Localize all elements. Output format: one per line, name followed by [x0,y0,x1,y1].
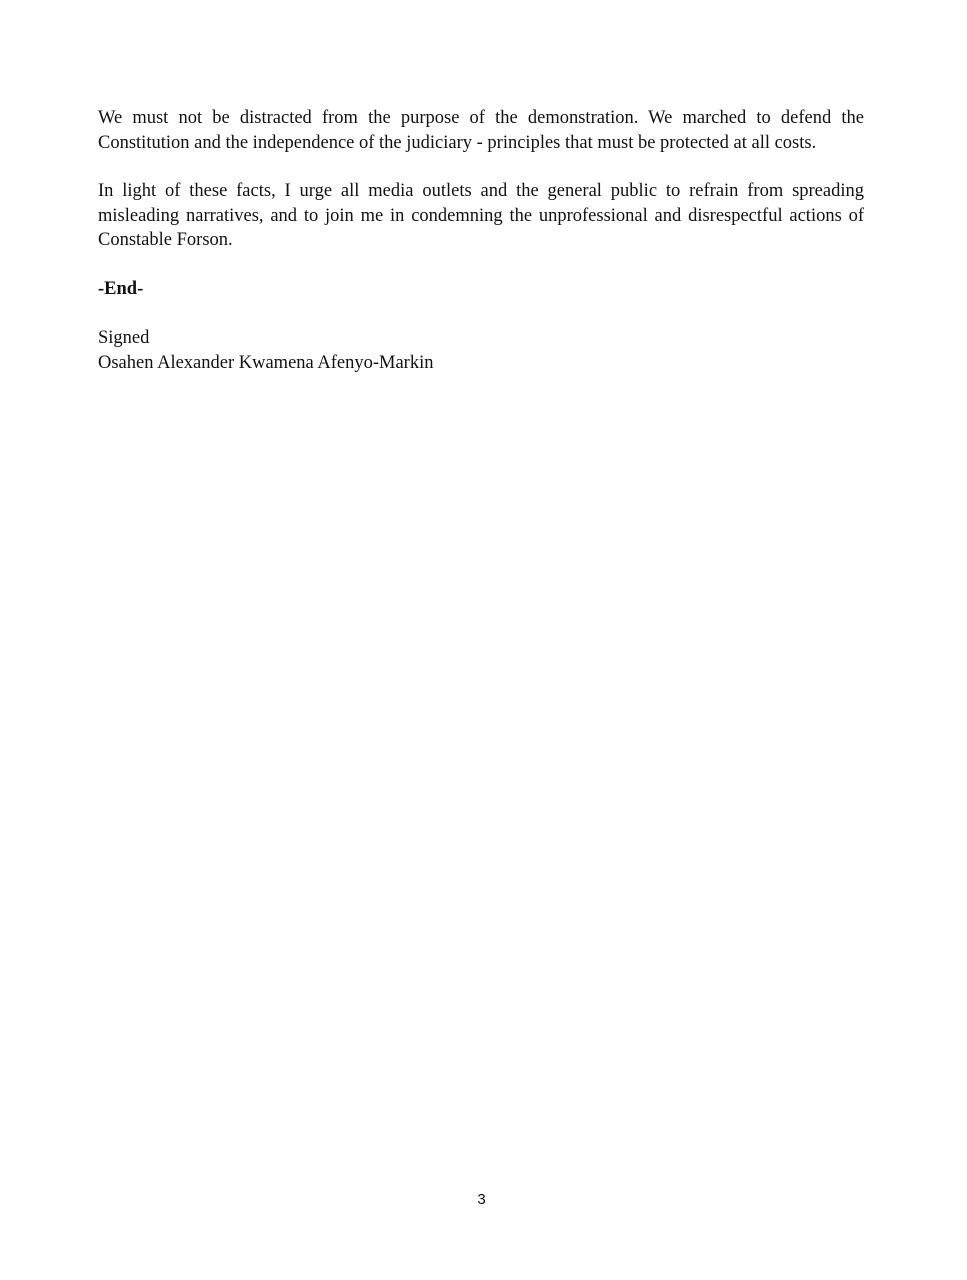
signature-block [98,326,433,375]
paragraph-media-appeal: In light of these facts, I urge all media outlets and the general public to refrain from spreading misleading narratives, and to join me in condemning the unprofessional and disrespectful actions of Constable Forson. [98,181,864,250]
signature-label: Signed [98,328,150,348]
paragraph-demonstration-purpose: We must not be distracted from the purpose of the demonstration. We marched to defend the Constitution and the independence of the judiciary - principles that must be protected at all costs. [98,108,864,153]
end-marker: -End- [98,279,144,299]
signatory-name: Osahen Alexander Kwamena Afenyo-Markin [98,352,434,373]
page-number: 3 [477,1191,486,1208]
